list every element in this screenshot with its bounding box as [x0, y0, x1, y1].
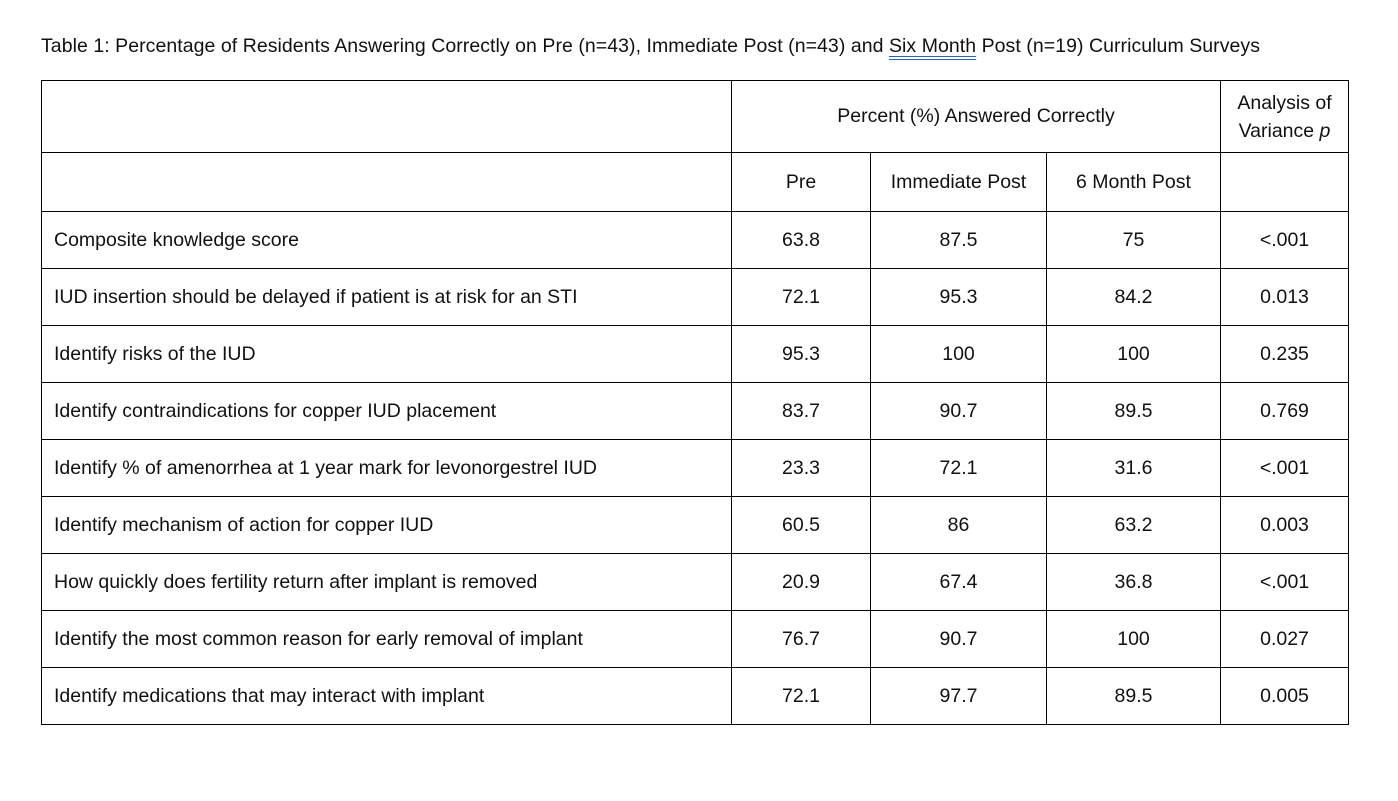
row-label: How quickly does fertility return after implant is removed [42, 554, 732, 611]
cell-six-month-post: 100 [1047, 326, 1221, 383]
table-caption [41, 35, 1260, 58]
header-row-group [42, 81, 1349, 153]
cell-anova-p: <.001 [1221, 554, 1349, 611]
header-anova-line2: Variance [1238, 119, 1315, 142]
cell-immediate-post: 87.5 [871, 212, 1047, 269]
cell-immediate-post: 72.1 [871, 440, 1047, 497]
table-row [42, 383, 1349, 440]
header-percent-correct: Percent (%) Answered Correctly [732, 81, 1221, 153]
cell-six-month-post: 36.8 [1047, 554, 1221, 611]
table-row [42, 212, 1349, 269]
row-label: Identify mechanism of action for copper IUD [42, 497, 732, 554]
cell-pre: 72.1 [732, 668, 871, 725]
header-empty-cell-3 [1221, 153, 1349, 212]
cell-pre: 72.1 [732, 269, 871, 326]
cell-immediate-post: 67.4 [871, 554, 1047, 611]
cell-pre: 20.9 [732, 554, 871, 611]
row-label: Identify the most common reason for early removal of implant [42, 611, 732, 668]
row-label: Identify medications that may interact with implant [42, 668, 732, 725]
cell-six-month-post: 89.5 [1047, 383, 1221, 440]
table-row [42, 269, 1349, 326]
cell-six-month-post: 100 [1047, 611, 1221, 668]
row-label: Identify % of amenorrhea at 1 year mark for levonorgestrel IUD [42, 440, 732, 497]
cell-anova-p: 0.005 [1221, 668, 1349, 725]
cell-pre: 63.8 [732, 212, 871, 269]
table-row [42, 497, 1349, 554]
header-pre: Pre [732, 153, 871, 212]
cell-six-month-post: 31.6 [1047, 440, 1221, 497]
cell-anova-p: 0.769 [1221, 383, 1349, 440]
cell-pre: 60.5 [732, 497, 871, 554]
cell-six-month-post: 75 [1047, 212, 1221, 269]
header-empty-cell [42, 81, 732, 153]
cell-immediate-post: 86 [871, 497, 1047, 554]
header-empty-cell-2 [42, 153, 732, 212]
cell-anova-p: <.001 [1221, 212, 1349, 269]
cell-anova-p: <.001 [1221, 440, 1349, 497]
cell-six-month-post: 89.5 [1047, 668, 1221, 725]
cell-immediate-post: 97.7 [871, 668, 1047, 725]
row-label: Composite knowledge score [42, 212, 732, 269]
row-label: IUD insertion should be delayed if patient is at risk for an STI [42, 269, 732, 326]
cell-anova-p: 0.235 [1221, 326, 1349, 383]
cell-pre: 95.3 [732, 326, 871, 383]
cell-anova-p: 0.027 [1221, 611, 1349, 668]
table-row [42, 326, 1349, 383]
header-row-columns [42, 153, 1349, 212]
cell-six-month-post: 84.2 [1047, 269, 1221, 326]
table-row [42, 668, 1349, 725]
table-body [42, 81, 1349, 725]
header-anova [1221, 81, 1349, 153]
cell-six-month-post: 63.2 [1047, 497, 1221, 554]
table-row [42, 611, 1349, 668]
cell-immediate-post: 90.7 [871, 383, 1047, 440]
cell-immediate-post: 95.3 [871, 269, 1047, 326]
cell-immediate-post: 90.7 [871, 611, 1047, 668]
header-anova-p: p [1319, 119, 1331, 142]
results-table [41, 80, 1349, 725]
cell-anova-p: 0.003 [1221, 497, 1349, 554]
caption-text-before: Table 1: Percentage of Residents Answering Correctly on Pre (n=43), Immediate Post (n=43) and [41, 35, 889, 57]
table-row [42, 554, 1349, 611]
cell-immediate-post: 100 [871, 326, 1047, 383]
cell-anova-p: 0.013 [1221, 269, 1349, 326]
caption-text-after: Post (n=19) Curriculum Surveys [976, 35, 1260, 57]
header-immediate-post: Immediate Post [871, 153, 1047, 212]
header-anova-line1: Analysis of [1237, 91, 1332, 114]
row-label: Identify contraindications for copper IUD placement [42, 383, 732, 440]
caption-text-underlined: Six Month [888, 35, 977, 57]
row-label: Identify risks of the IUD [42, 326, 732, 383]
cell-pre: 23.3 [732, 440, 871, 497]
cell-pre: 83.7 [732, 383, 871, 440]
cell-pre: 76.7 [732, 611, 871, 668]
table-row [42, 440, 1349, 497]
header-six-month-post: 6 Month Post [1047, 153, 1221, 212]
